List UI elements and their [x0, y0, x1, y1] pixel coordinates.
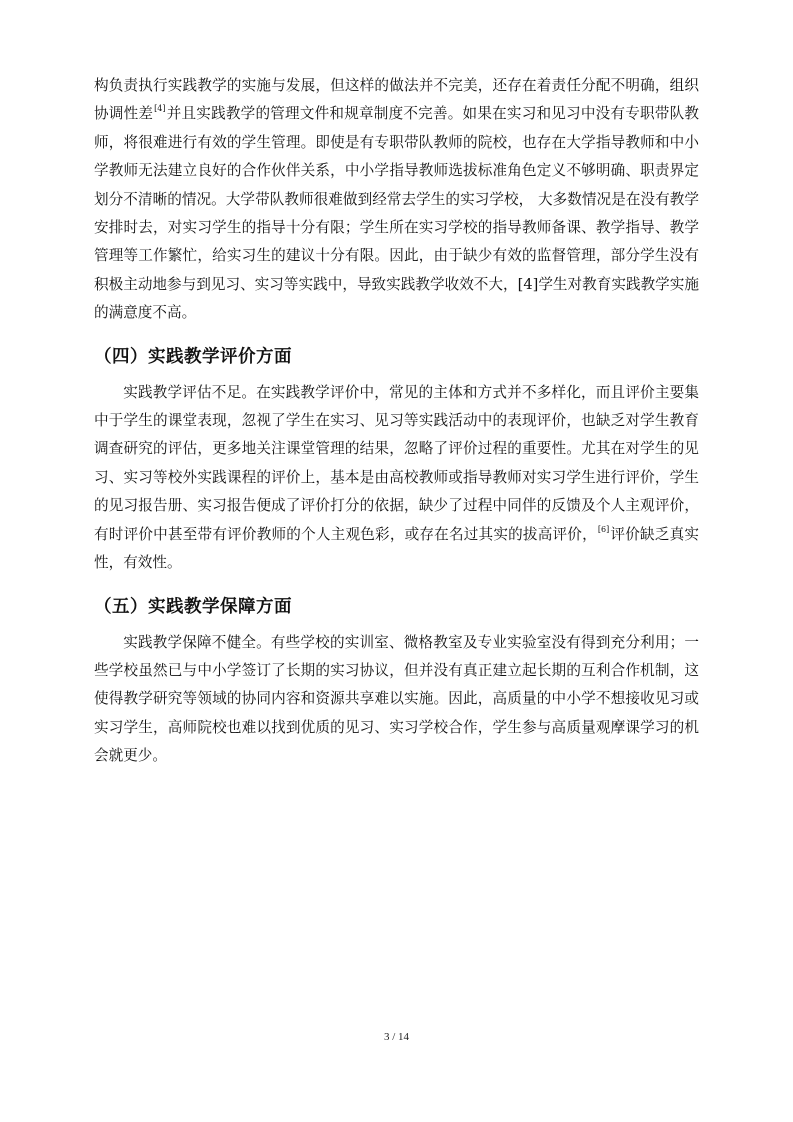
paragraph-evaluation-text-b: 评价缺乏真实性，有效性。 [94, 525, 699, 572]
citation-ref: [4] [154, 104, 166, 114]
paragraph-intro-text-a: 构负责执行实践教学的实施与发展，但这样的做法并不完美，还存在着责任分配不明确，组织协调性差 [94, 77, 699, 123]
paragraph-evaluation [94, 379, 699, 578]
page-number: 3 / 14 [383, 1031, 410, 1043]
paragraph-intro [94, 72, 699, 328]
paragraph-guarantee: 实践教学保障不健全。有些学校的实训室、微格教室及专业实验室没有得到充分利用；一些学校虽然已与中小学签订了长期的实习协议，但并没有真正建立起长期的互利合作机制，这使得教学研究等领域的协同内容和资源共享难以实施。因此，高质量的中小学不想接收见习或实习学生，高师院校也难以找到优质的见习、实习学校合作，学生参与高质量观摩课学习的机会就更少。 [94, 633, 699, 765]
paragraph-intro-text-b: 并且实践教学的管理文件和规章制度不完善。如果在实习和见习中没有专职带队教师，将很难进行有效的学生管理。即使是有专职带队教师的院校，也存在大学指导教师和中小学教师无法建立良好的合作伙伴关系，中小学指导教师选拔标准角色定义不够明确、职责界定划分不清晰的情况。大学带队教师很难做到经常去学生的实习学校， 大多数情况是在没有教学安排时去，对实习学生的指导十分有限；学生所在实习学校的指导教师备课、教学指导、教学管理等工作繁忙，给实习生的建议十分有限。因此，由于缺少有效的监督管理，部分学生没有积极主动地参与到见习、实习等实践中，导致实践教学收效不大，[4]学生对教育实践教学实施的满意度不高。 [94, 105, 699, 322]
paragraph-evaluation-text-a: 实践教学评估不足。在实践教学评价中，常见的主体和方式并不多样化，而且评价主要集中于学生的课堂表现，忽视了学生在实习、见习等实践活动中的表现评价，也缺乏对学生教育调查研究的评估，更多地关注课堂管理的结果，忽略了评价过程的重要性。尤其在对学生的见习、实习等校外实践课程的评价上，基本是由高校教师或指导教师对实习学生进行评价，学生的见习报告册、实习报告便成了评价打分的依据，缺少了过程中同伴的反馈及个人主观评价，有时评价中甚至带有评价教师的个人主观色彩，或存在名过其实的拔高评价， [94, 383, 699, 543]
citation-ref: [6] [597, 524, 610, 534]
document-body [94, 72, 699, 771]
section-heading-evaluation: （四）实践教学评价方面 [94, 346, 292, 367]
section-heading-guarantee: （五）实践教学保障方面 [94, 596, 292, 617]
